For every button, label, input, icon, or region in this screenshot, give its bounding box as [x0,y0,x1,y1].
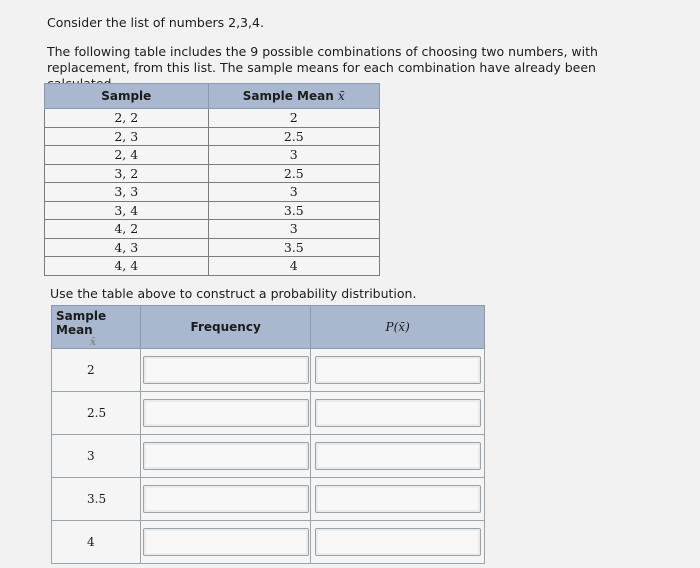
sample-cell: 2, 3 [45,127,209,146]
probability-input[interactable] [315,528,481,556]
sample-cell: 3, 3 [45,183,209,202]
sample-mean-cell: 2.5 [208,127,379,146]
probability-cell [311,392,485,435]
table-row [45,164,380,183]
sample-cell: 2, 2 [45,109,209,128]
frequency-input[interactable] [143,485,309,513]
sample-mean-cell: 2 [208,109,379,128]
sample-mean-cell: 3.5 [208,201,379,220]
sample-cell: 3, 2 [45,164,209,183]
table-row [52,349,485,392]
combinations-body [45,109,380,276]
sample-mean-column-header: Sample Mean x̄ [52,306,141,349]
frequency-input[interactable] [143,399,309,427]
mean-value-cell: 3.5 [52,478,141,521]
intro-text: Consider the list of numbers 2,3,4. [47,15,264,30]
sample-cell: 4, 3 [45,238,209,257]
probability-input[interactable] [315,485,481,513]
sample-header: Sample [45,84,209,109]
description-text: The following table includes the 9 possible combinations of choosing two numbers, with replacement, from this list. The sample means for each combination have already been [47,44,598,75]
probability-input[interactable] [315,442,481,470]
table-row [45,146,380,165]
table-row [45,201,380,220]
probability-input[interactable] [315,399,481,427]
table-row [52,521,485,564]
frequency-input[interactable] [143,442,309,470]
mean-value-cell: 3 [52,435,141,478]
mean-value-cell: 2 [52,349,141,392]
frequency-cell [141,435,311,478]
instruction-text: Use the table above to construct a probability distribution. [50,286,417,301]
table-row [52,478,485,521]
sample-mean-cell: 3.5 [208,238,379,257]
sample-cell: 3, 4 [45,201,209,220]
sample-cell: 4, 4 [45,257,209,276]
probability-input[interactable] [315,356,481,384]
frequency-input[interactable] [143,356,309,384]
probability-distribution-table [51,305,485,564]
sample-mean-cell: 3 [208,183,379,202]
sample-mean-cell: 3 [208,146,379,165]
table-row [52,392,485,435]
table-row [45,109,380,128]
table-row [45,238,380,257]
frequency-cell [141,392,311,435]
probability-cell [311,349,485,392]
probability-cell [311,521,485,564]
probability-cell [311,478,485,521]
frequency-input[interactable] [143,528,309,556]
mean-value-cell: 4 [52,521,141,564]
probability-cell [311,435,485,478]
sample-mean-cell: 4 [208,257,379,276]
sample-cell: 2, 4 [45,146,209,165]
combinations-table [44,83,380,276]
sample-mean-cell: 3 [208,220,379,239]
frequency-column-header: Frequency [141,306,311,349]
table-row [45,127,380,146]
table-row [45,183,380,202]
distribution-body [52,349,485,564]
sample-cell: 4, 2 [45,220,209,239]
table-row [52,435,485,478]
sample-mean-header: Sample Mean x̄ [208,84,379,109]
table-row [45,257,380,276]
probability-column-header: P(x̄) [311,306,485,349]
mean-value-cell: 2.5 [52,392,141,435]
table-row [45,220,380,239]
frequency-cell [141,478,311,521]
frequency-cell [141,521,311,564]
sample-mean-cell: 2.5 [208,164,379,183]
frequency-cell [141,349,311,392]
